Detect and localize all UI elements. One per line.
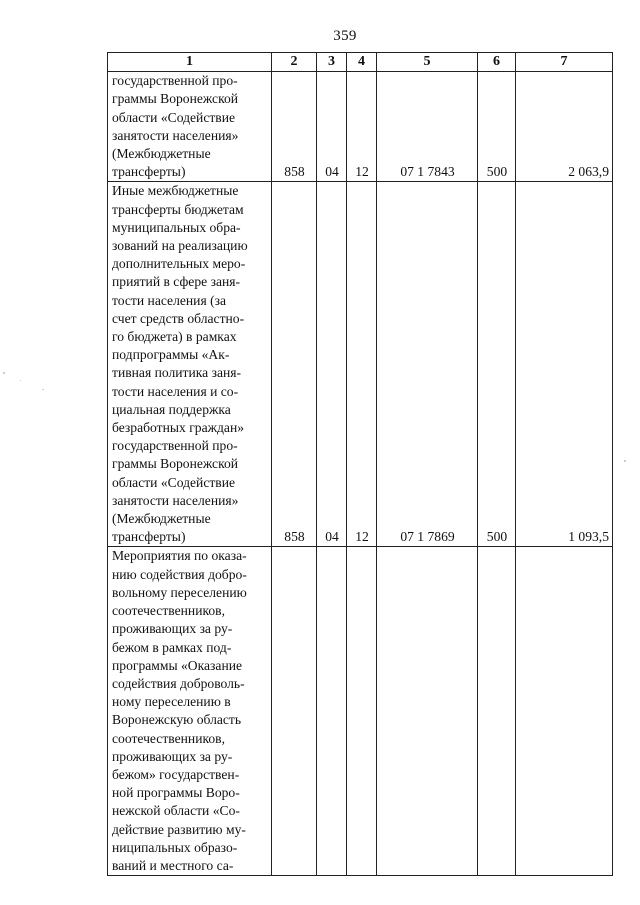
row-expense-type: [478, 547, 516, 876]
table-row: [108, 547, 613, 876]
row-target-article: 07 1 7843: [377, 72, 478, 182]
row-description: государственной про- граммы Воронежской области «Содействие занятости населения» (Межбюджетные трансферты): [108, 72, 272, 182]
row-ministry-code: [272, 547, 317, 876]
row-section-code: 04: [317, 182, 347, 547]
row-ministry-code: 858: [272, 72, 317, 182]
row-ministry-code: 858: [272, 182, 317, 547]
header-col-3: 3: [317, 53, 347, 72]
row-target-article: [377, 547, 478, 876]
scan-speck: [20, 380, 21, 381]
row-description: Мероприятия по оказа- нию содействия добро- вольному переселению соотечественников, проживающих за ру- бежом в рамках под- программы «Оказание содействия доброволь- ному переселению в Воронежскую область соотечественников, проживающих за ру- бежом» государствен- ной программы Воро- нежской области «Со- действие развитию му- ниципальных образо- ваний и местного са-: [108, 547, 272, 876]
scan-speck: [42, 389, 44, 390]
page-number: 359: [333, 28, 357, 44]
row-expense-type: 500: [478, 72, 516, 182]
table-row: [108, 72, 613, 182]
scan-speck: [3, 372, 5, 374]
row-target-article: 07 1 7869: [377, 182, 478, 547]
header-col-6: 6: [478, 53, 516, 72]
table-row: [108, 182, 613, 547]
scan-speck: [624, 460, 626, 462]
header-col-7: 7: [516, 53, 613, 72]
header-col-2: 2: [272, 53, 317, 72]
table-header-row: [108, 53, 613, 72]
row-amount: [516, 547, 613, 876]
header-col-5: 5: [377, 53, 478, 72]
row-amount: 2 063,9: [516, 72, 613, 182]
row-amount: 1 093,5: [516, 182, 613, 547]
row-subsection-code: [347, 547, 377, 876]
row-subsection-code: 12: [347, 182, 377, 547]
row-subsection-code: 12: [347, 72, 377, 182]
row-section-code: [317, 547, 347, 876]
row-expense-type: 500: [478, 182, 516, 547]
header-col-4: 4: [347, 53, 377, 72]
row-section-code: 04: [317, 72, 347, 182]
header-col-1: 1: [108, 53, 272, 72]
row-description: Иные межбюджетные трансферты бюджетам муниципальных обра- зований на реализацию дополнительных меро- приятий в сфере заня- тости населения (за счет средств областно- го бюджета) в рамках подпрограммы «Ак- тивная политика заня- тости населения и со- циальная поддержка безработных граждан» государственной про- граммы Воронежской области «Содействие занятости населения» (Межбюджетные трансферты): [108, 182, 272, 547]
budget-table: [107, 52, 613, 876]
